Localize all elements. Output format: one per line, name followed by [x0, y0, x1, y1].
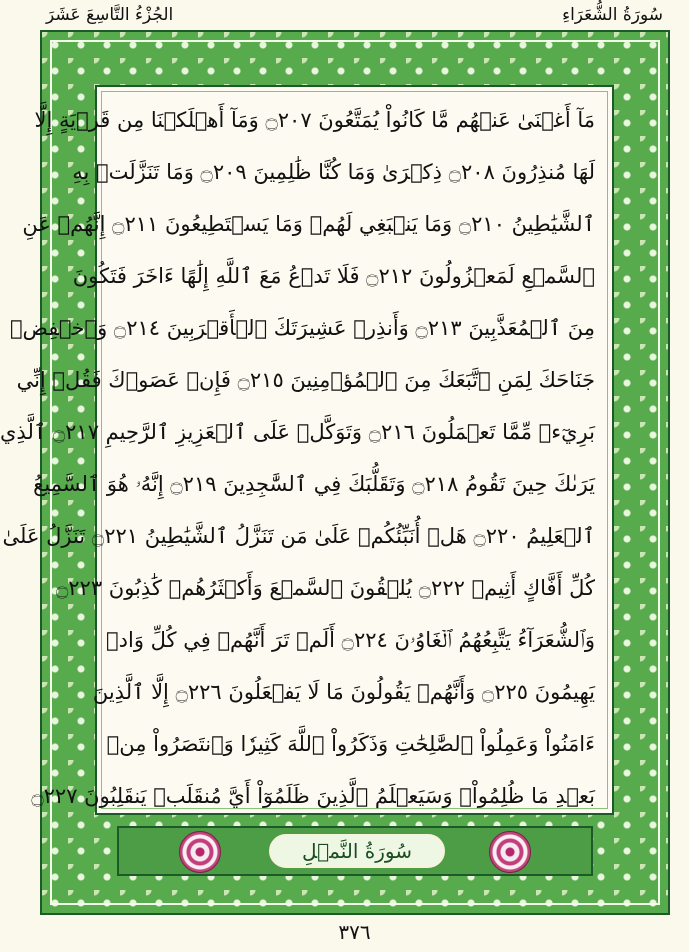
verse-line-5: مِنَ ٱلۡمُعَذَّبِينَ ۝٢١٣ وَأَنذِرۡ عَشِيرَتَكَ ٱلۡأَقۡرَبِينَ ۝٢١٤ وَٱخۡفِضۡ [9, 316, 595, 340]
verse-line-3: ٱلشَّيَٰطِينُ ۝٢١٠ وَمَا يَنۢبَغِي لَهُمۡ وَمَا يَسۡتَطِيعُونَ ۝٢١١ إِنَّهُمۡ عَنِ [22, 212, 595, 236]
verse-line-2: لَهَا مُنذِرُونَ ۝٢٠٨ ذِكۡرَىٰ وَمَا كُنَّا ظَٰلِمِينَ ۝٢٠٩ وَمَا تَنَزَّلَتۡ بِهِ [72, 160, 595, 184]
verse-line-6: جَنَاحَكَ لِمَنِ ٱتَّبَعَكَ مِنَ ٱلۡمُؤۡمِنِينَ ۝٢١٥ فَإِنۡ عَصَوۡكَ فَقُلۡ إِنِّي [16, 368, 595, 392]
rosette-ornament-left-icon [179, 831, 221, 873]
verse-line-11: وَٱلشُّعَرَآءُ يَتَّبِعُهُمُ ٱلۡغَاوُۥنَ ۝٢٢٤ أَلَمۡ تَرَ أَنَّهُمۡ فِي كُلِّ وَادٖ [106, 628, 595, 652]
verse-line-14: بَعۡدِ مَا ظُلِمُواْۗ وَسَيَعۡلَمُ ٱلَّذِينَ ظَلَمُوٓاْ أَيَّ مُنقَلَبٖ يَنقَلِبُونَ ۝٢٢٧ [31, 784, 595, 808]
verse-line-4: ٱلسَّمۡعِ لَمَعۡزُولُونَ ۝٢١٢ فَلَا تَدۡعُ مَعَ ٱللَّهِ إِلَٰهًا ءَاخَرَ فَتَكُونَ [72, 264, 595, 288]
page-number: ٣٧٦ [338, 920, 371, 944]
next-surah-title: سُورَةُ النَّمۡلِ [269, 834, 445, 868]
verse-line-1: مَآ أَغۡنَىٰ عَنۡهُم مَّا كَانُواْ يُمَتَّعُونَ ۝٢٠٧ وَمَآ أَهۡلَكۡنَا مِن قَرۡيَةٍ إِلَّا [34, 108, 595, 132]
verse-line-8: يَرَىٰكَ حِينَ تَقُومُ ۝٢١٨ وَتَقَلُّبَكَ فِي ٱلسَّٰجِدِينَ ۝٢١٩ إِنَّهُۥ هُوَ ٱلسَّمِيعُ [33, 472, 595, 496]
verse-line-10: كُلِّ أَفَّاكٍ أَثِيمٖ ۝٢٢٢ يُلۡقُونَ ٱلسَّمۡعَ وَأَكۡثَرُهُمۡ كَٰذِبُونَ ۝٢٢٣ [55, 576, 595, 600]
verse-line-12: يَهِيمُونَ ۝٢٢٥ وَأَنَّهُمۡ يَقُولُونَ مَا لَا يَفۡعَلُونَ ۝٢٢٦ إِلَّا ٱلَّذِينَ [92, 680, 595, 704]
verse-line-7: بَرِيٓءٞ مِّمَّا تَعۡمَلُونَ ۝٢١٦ وَتَوَكَّلۡ عَلَى ٱلۡعَزِيزِ ٱلرَّحِيمِ ۝٢١٧ ٱلَّذِي [0, 420, 595, 444]
verse-line-9: ٱلۡعَلِيمُ ۝٢٢٠ هَلۡ أُنَبِّئُكُمۡ عَلَىٰ مَن تَنَزَّلُ ٱلشَّيَٰطِينُ ۝٢٢١ تَنَزَّلُ عَلَىٰ [2, 524, 595, 548]
rosette-ornament-right-icon [489, 831, 531, 873]
juz-name-header: الجُزْءُ التَّاسِعَ عَشَرَ [46, 5, 174, 25]
verse-line-13: ءَامَنُواْ وَعَمِلُواْ ٱلصَّٰلِحَٰتِ وَذَكَرُواْ ٱللَّهَ كَثِيرٗا وَٱنتَصَرُواْ مِنۢ [106, 732, 595, 756]
next-surah-banner [117, 826, 593, 876]
surah-name-header: سُورَةُ الشُّعَرَاءِ [562, 5, 663, 25]
